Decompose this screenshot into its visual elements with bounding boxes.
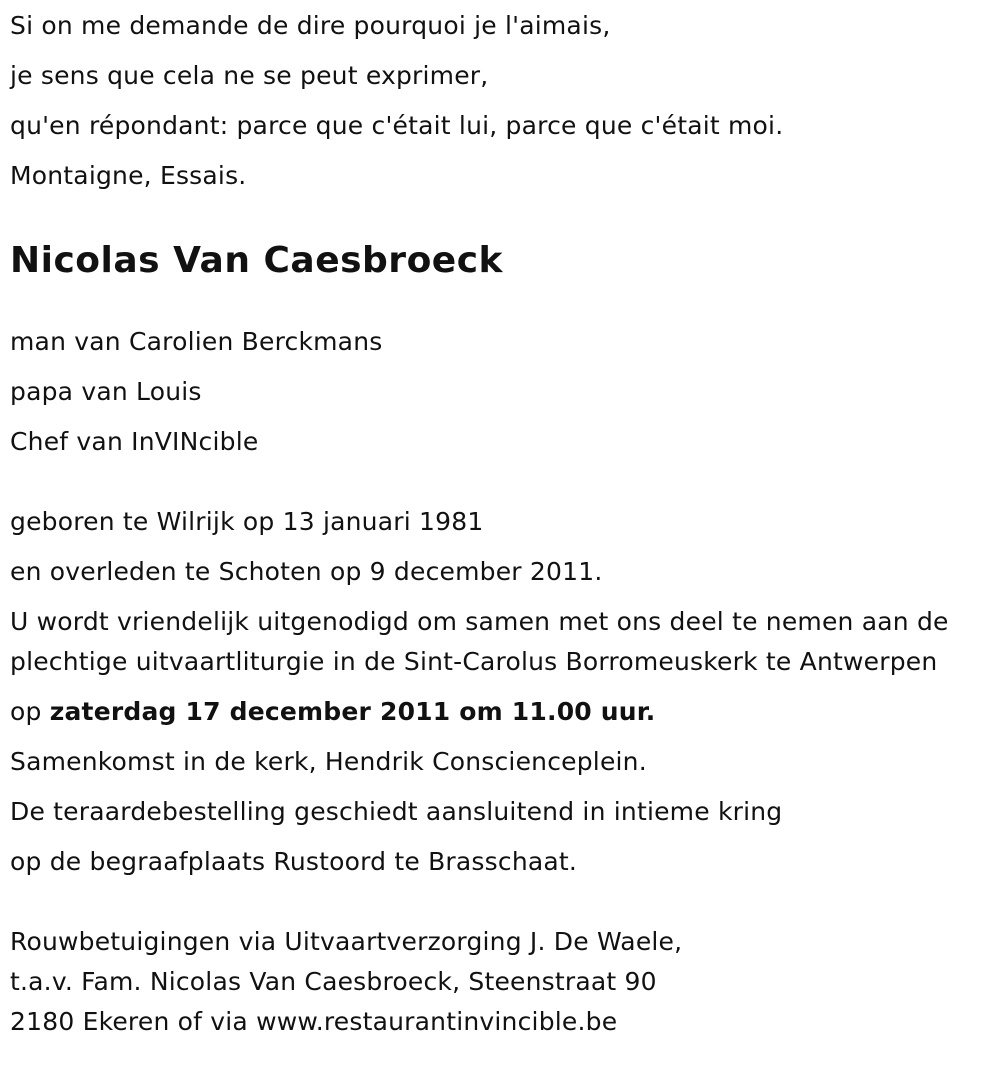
relation-work: Chef van InVINcible — [10, 427, 259, 456]
condolences-website: 2180 Ekeren of via www.restaurantinvincible.be — [10, 1007, 618, 1036]
quote-line: qu'en répondant: parce que c'était lui, parce que c'était moi. — [10, 111, 784, 140]
life-dates — [10, 502, 990, 602]
invitation-text: U wordt vriendelijk uitgenodigd om samen met ons deel te nemen aan de plechtige uitvaartliturgie in de Sint-Carolus Borromeuskerk te Antwerpen — [10, 607, 949, 676]
ceremony-datetime-prefix: op — [10, 697, 50, 726]
quote-line: je sens que cela ne se peut exprimer, — [10, 61, 489, 90]
relation-spouse: man van Carolien Berckmans — [10, 327, 383, 356]
ceremony-datetime-bold: zaterdag 17 december 2011 om 11.00 uur. — [49, 697, 656, 726]
condolences-address: t.a.v. Fam. Nicolas Van Caesbroeck, Steenstraat 90 — [10, 967, 657, 996]
birth-date: geboren te Wilrijk op 13 januari 1981 — [10, 507, 484, 536]
condolences-line: Rouwbetuigingen via Uitvaartverzorging J. De Waele, — [10, 927, 683, 956]
death-date: en overleden te Schoten op 9 december 2011. — [10, 557, 603, 586]
quote-line: Si on me demande de dire pourquoi je l'aimais, — [10, 11, 611, 40]
opening-quote — [10, 0, 990, 206]
burial-location: op de begraafplaats Rustoord te Brasschaat. — [10, 847, 578, 876]
relation-child: papa van Louis — [10, 377, 202, 406]
condolences-info — [10, 922, 990, 1042]
relations-list — [10, 322, 990, 472]
gathering-text: Samenkomst in de kerk, Hendrik Conscienceplein. — [10, 747, 647, 776]
burial-text: De teraardebestelling geschiedt aansluitend in intieme kring — [10, 797, 783, 826]
deceased-name: Nicolas Van Caesbroeck — [10, 240, 503, 281]
quote-attribution: Montaigne, Essais. — [10, 161, 247, 190]
ceremony-datetime — [10, 692, 990, 742]
ceremony-details — [10, 602, 990, 892]
